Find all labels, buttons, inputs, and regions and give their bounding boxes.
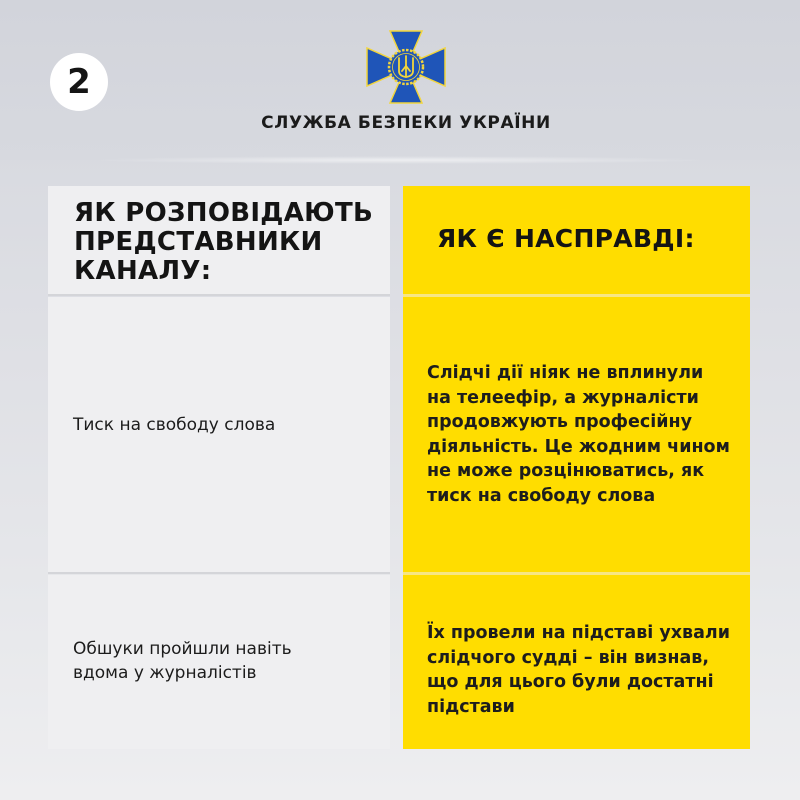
reality-line: що для цього були достатні: [427, 672, 714, 692]
claim-line: вдома у журналістів: [73, 663, 257, 683]
reality-line: на телеефір, а журналісти: [427, 387, 699, 408]
slide-number-badge: [50, 53, 108, 111]
reality-line: слідчого судді – він визнав,: [427, 647, 709, 668]
reality-line: підстави: [427, 696, 515, 717]
reality-line: Слідчі дії ніяк не вплинули: [427, 363, 704, 383]
claims-header-line: КАНАЛУ:: [74, 256, 212, 286]
claim-text: [73, 413, 275, 437]
column-header-claims: [48, 186, 390, 294]
reality-line: не може розцінюватись, як: [427, 461, 705, 481]
reality-cell: [403, 297, 750, 572]
column-header-reality: [403, 186, 750, 294]
claim-text: [73, 637, 292, 685]
reality-cell: [403, 575, 750, 749]
row-divider: [48, 294, 390, 296]
reality-line: продовжують професійну: [427, 412, 693, 432]
claims-header-line: ЯК РОЗПОВІДАЮТЬ: [74, 198, 374, 228]
claim-line: Тиск на свободу слова: [73, 415, 276, 435]
claim-cell: [48, 297, 390, 572]
reality-line: Їх провели на підставі ухвали: [427, 623, 731, 643]
claim-line: Обшуки пройшли навіть: [73, 639, 292, 659]
ssu-emblem-icon: [364, 30, 448, 104]
row-divider: [48, 572, 390, 574]
reality-line: тиск на свободу слова: [427, 485, 656, 506]
claims-header-text: [74, 199, 373, 286]
claims-header-line: ПРЕДСТАВНИКИ: [74, 227, 323, 257]
reality-line: діяльність. Це жодним чином: [427, 436, 730, 457]
reality-header-text: ЯК Є НАСПРАВДІ:: [437, 224, 695, 253]
claim-cell: [48, 575, 390, 749]
organization-title: СЛУЖБА БЕЗПЕКИ УКРАЇНИ: [261, 113, 551, 133]
reality-text: [427, 621, 747, 719]
slide-number: 2: [67, 62, 91, 102]
reality-text: [427, 361, 747, 508]
